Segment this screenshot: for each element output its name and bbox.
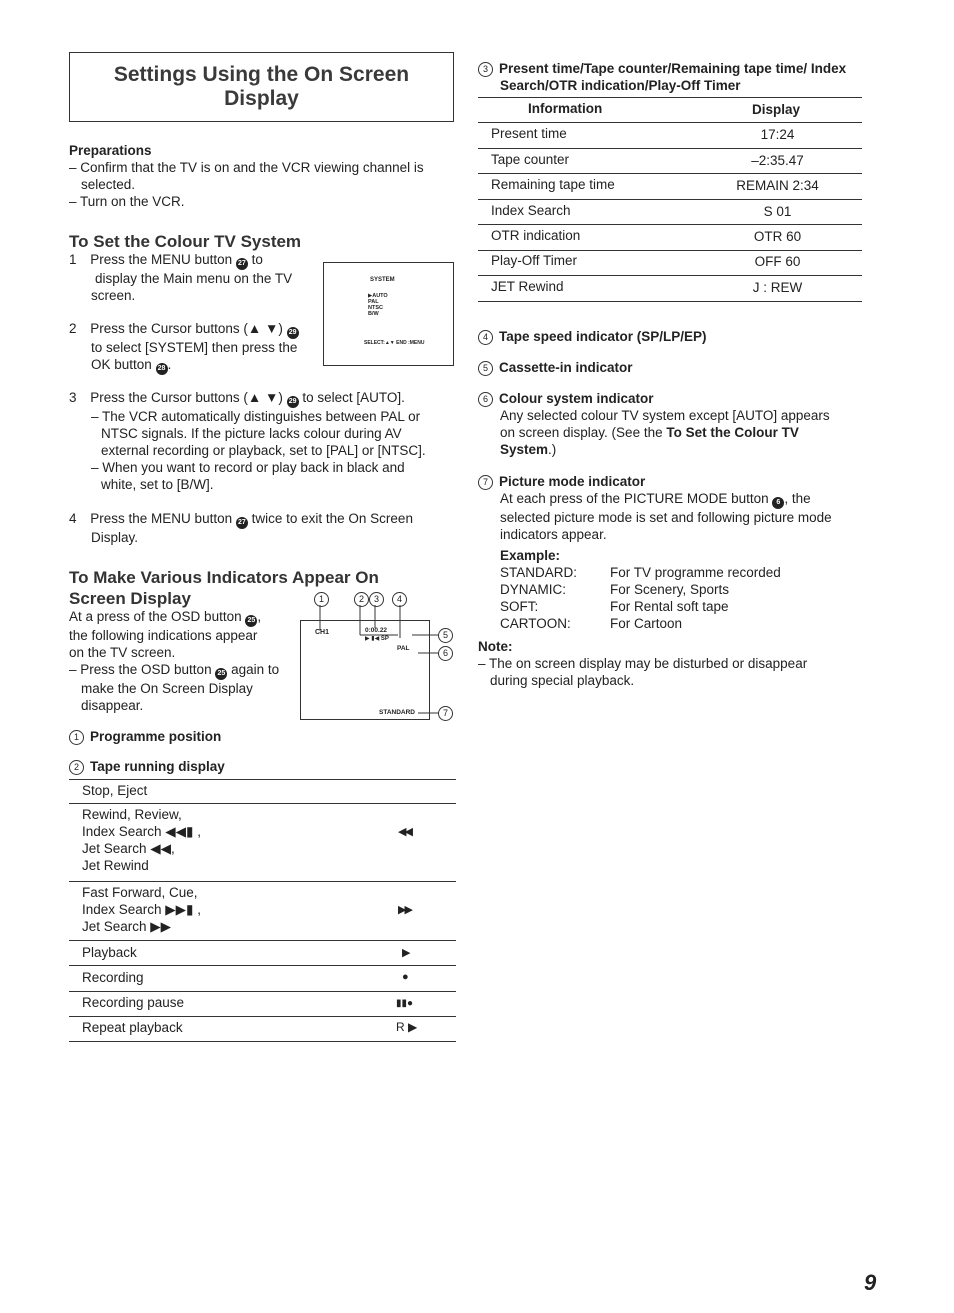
page-title [69,52,454,122]
menu-option: NTSC [368,305,383,311]
tape-row-text: Repeat playback [82,1020,183,1035]
tape-row-rewind [82,806,201,874]
step-2: 2 Press the Cursor buttons (▲ ▼) 29 to select [SYSTEM] then press the OK button 28 . [69,320,319,375]
table-rule [478,97,862,98]
info-cell: Present time [491,126,567,141]
circled-number: 6 [478,392,493,407]
heading-line: Search/OTR indication/Play-Off Timer [500,78,741,93]
title-line-2: Display [224,87,299,110]
colour-system-heading: To Set the Colour TV System [69,232,302,251]
ok-button-ref: 28 [156,363,168,375]
table-rule [478,224,862,225]
callout-2: 2 [354,592,369,607]
preparations-heading: Preparations [69,143,152,158]
display-cell: 17:24 [760,127,795,142]
text-part: To Set the Colour TV [666,425,799,440]
menu-option: B/W [368,311,379,317]
table-rule [69,940,456,941]
info-cell: Tape counter [491,152,570,167]
step-text: OK button [91,357,152,372]
tape-running-label [69,758,225,775]
ff-symbol: ▶▶ [398,904,411,916]
label-text: Picture mode indicator [499,474,646,489]
col-header-information: Information [528,101,603,116]
example-mode: STANDARD: [500,565,578,580]
heading-line: Screen Display [69,589,191,608]
step-text: Press the MENU button [90,252,233,267]
step-text: Press the MENU button [90,511,233,526]
step-text: Press the Cursor buttons (▲ ▼) [90,390,283,405]
menu-options [368,293,388,317]
step-number: 2 [69,321,77,336]
prep-line: – Confirm that the TV is on and the VCR viewing channel is [69,160,424,175]
prep-line: selected. [81,177,136,192]
text-part: again to [231,662,280,677]
info-cell: OTR indication [491,228,581,243]
menu-footer: SELECT:▲▼ END :MENU [364,340,425,346]
tape-row-text: Index Search ◀◀▮ , [82,824,201,839]
tape-row-text: Recording pause [82,995,185,1010]
circled-number: 3 [478,62,493,77]
step-3 [69,389,459,493]
display-cell: S 01 [763,204,792,219]
tape-row-text: Playback [82,945,137,960]
table-rule [69,965,456,966]
example-mode: DYNAMIC: [500,582,567,597]
text-part: – Press the OSD button [69,662,212,677]
note-label: Note: [478,639,513,654]
osd-picture-mode: STANDARD [379,709,415,716]
table-rule [478,301,862,302]
table-rule [69,991,456,992]
text-part: .) [548,442,557,457]
callout-4: 4 [392,592,407,607]
tape-row-text: Recording [82,970,144,985]
rewind-symbol: ◀◀ [398,826,411,838]
step-text: NTSC signals. If the picture lacks colour during AV [101,426,402,441]
table-rule [478,275,862,276]
title-line-1: Settings Using the On Screen [113,63,410,86]
step-text: white, set to [B/W]. [101,477,214,492]
example-label: Example: [500,548,561,563]
text-part: , the [784,491,811,506]
heading-line: To Make Various Indicators Appear On [69,568,379,587]
callout-6: 6 [438,646,453,661]
label-text: Tape speed indicator (SP/LP/EP) [499,329,707,344]
table-rule [69,881,456,882]
picture-mode-section [478,473,878,632]
programme-position-label [69,728,221,745]
callout-5: 5 [438,628,453,643]
tape-row-text: Rewind, Review, [82,807,182,822]
example-desc: For Rental soft tape [610,599,729,614]
callout-3: 3 [369,592,384,607]
info-cell: JET Rewind [491,279,564,294]
step-text: twice to exit the On Screen [251,511,413,526]
menu-option: PAL [368,299,379,305]
recording-symbol: ● [402,971,409,983]
rec-pause-symbol: ▮▮● [396,998,414,1009]
note-section [478,638,878,689]
label-text: Programme position [90,729,222,744]
cursor-button-ref: 29 [287,327,299,339]
label-text: Tape running display [90,759,225,774]
text-part: disappear. [81,698,144,713]
tape-speed-label [478,328,707,345]
step-text: screen. [91,288,136,303]
circled-number: 4 [478,330,493,345]
step-1 [69,251,319,304]
osd-counter: 0:00.22 [365,627,388,634]
picture-mode-button-ref: 6 [772,497,784,509]
preparations [69,142,459,210]
text-part: indicators appear. [500,527,607,542]
system-menu-screen [323,262,454,366]
text-part: on screen display. (See the [500,425,663,440]
text-part: make the On Screen Display [81,681,253,696]
table-rule [69,1016,456,1017]
indicators-text [69,608,299,714]
step-number: 3 [69,390,77,405]
step-text: – The VCR automatically distinguishes between PAL or [91,409,421,424]
text-part: System [500,442,549,457]
tape-row-text: Jet Search ▶▶ [82,919,172,934]
text-part: At a press of the OSD button [69,609,242,624]
table-rule [69,803,456,804]
table-rule [69,1041,456,1042]
table-rule [478,122,862,123]
menu-button-ref: 27 [236,517,248,529]
label-text: Cassette-in indicator [499,360,633,375]
menu-button-ref: 27 [236,258,248,270]
step-text: to [251,252,263,267]
text-part: selected picture mode is set and following picture mode [500,510,832,525]
display-cell: –2:35.47 [751,153,804,168]
display-cell: OFF 60 [754,254,801,269]
step-text: display the Main menu on the TV [95,271,293,286]
colour-indicator-section [478,390,878,458]
present-time-heading [478,60,878,94]
prep-line: – Turn on the VCR. [69,194,185,209]
step-text: Press the Cursor buttons (▲ ▼) [90,321,283,336]
menu-title: SYSTEM [370,277,395,283]
circled-number: 2 [69,760,84,775]
text-part: the following indications appear [69,628,258,643]
example-desc: For Scenery, Sports [610,582,730,597]
osd-button-ref: 25 [245,615,257,627]
callout-1: 1 [314,592,329,607]
step-text: external recording or playback, set to [PAL] or [NTSC]. [101,443,426,458]
table-rule [478,173,862,174]
example-mode: SOFT: [500,599,539,614]
example-desc: For TV programme recorded [610,565,781,580]
cassette-in-label [478,359,633,376]
example-list [500,564,878,632]
page-number: 9 [864,1270,877,1295]
text-part: At each press of the PICTURE MODE button [500,491,769,506]
osd-tape-speed: ▶ ▮◀ SP [365,636,389,642]
step-text: – When you want to record or play back in black and [91,460,405,475]
text-part: Any selected colour TV system except [AUTO] appears [500,408,830,423]
label-text: Colour system indicator [499,391,654,406]
osd-callout-lines [300,590,460,725]
playback-symbol: ▶ [402,947,411,959]
osd-channel: CH1 [315,629,330,636]
osd-button-ref: 25 [215,668,227,680]
step-number: 4 [69,511,77,526]
display-cell: J : REW [752,280,803,295]
osd-colour-system: PAL [397,645,410,652]
tape-row-ff [82,884,201,935]
table-rule [69,779,456,780]
tape-row-text: Stop, Eject [82,783,148,798]
display-cell: REMAIN 2:34 [736,178,819,193]
tape-row-text: Jet Rewind [82,858,149,873]
tape-row-text: Index Search ▶▶▮ , [82,902,201,917]
step-text: to select [SYSTEM] then press the [91,340,298,355]
example-desc: For Cartoon [610,616,683,631]
info-cell: Play-Off Timer [491,253,578,268]
circled-number: 1 [69,730,84,745]
callout-7: 7 [438,706,453,721]
table-rule [478,250,862,251]
step-text: to select [AUTO]. [302,390,405,405]
heading-line: Present time/Tape counter/Remaining tape time/ Index [499,61,847,76]
display-cell: OTR 60 [753,229,802,244]
table-rule [478,199,862,200]
table-rule [478,148,862,149]
text-part: on the TV screen. [69,645,176,660]
circled-number: 5 [478,361,493,376]
step-4 [69,510,459,546]
menu-option: ▶AUTO [368,293,388,299]
note-text: during special playback. [490,673,635,688]
text-part: , [257,609,262,624]
info-cell: Index Search [491,203,571,218]
example-mode: CARTOON: [500,616,571,631]
note-text: – The on screen display may be disturbed or disappear [478,656,808,671]
step-number: 1 [69,252,77,267]
col-header-display: Display [752,102,801,117]
tape-row-text: Fast Forward, Cue, [82,885,198,900]
info-cell: Remaining tape time [491,177,615,192]
circled-number: 7 [478,475,493,490]
repeat-symbol: R ▶ [396,1020,418,1034]
tape-row-text: Jet Search ◀◀, [82,841,175,856]
cursor-button-ref: 29 [287,396,299,408]
step-text: Display. [91,530,139,545]
